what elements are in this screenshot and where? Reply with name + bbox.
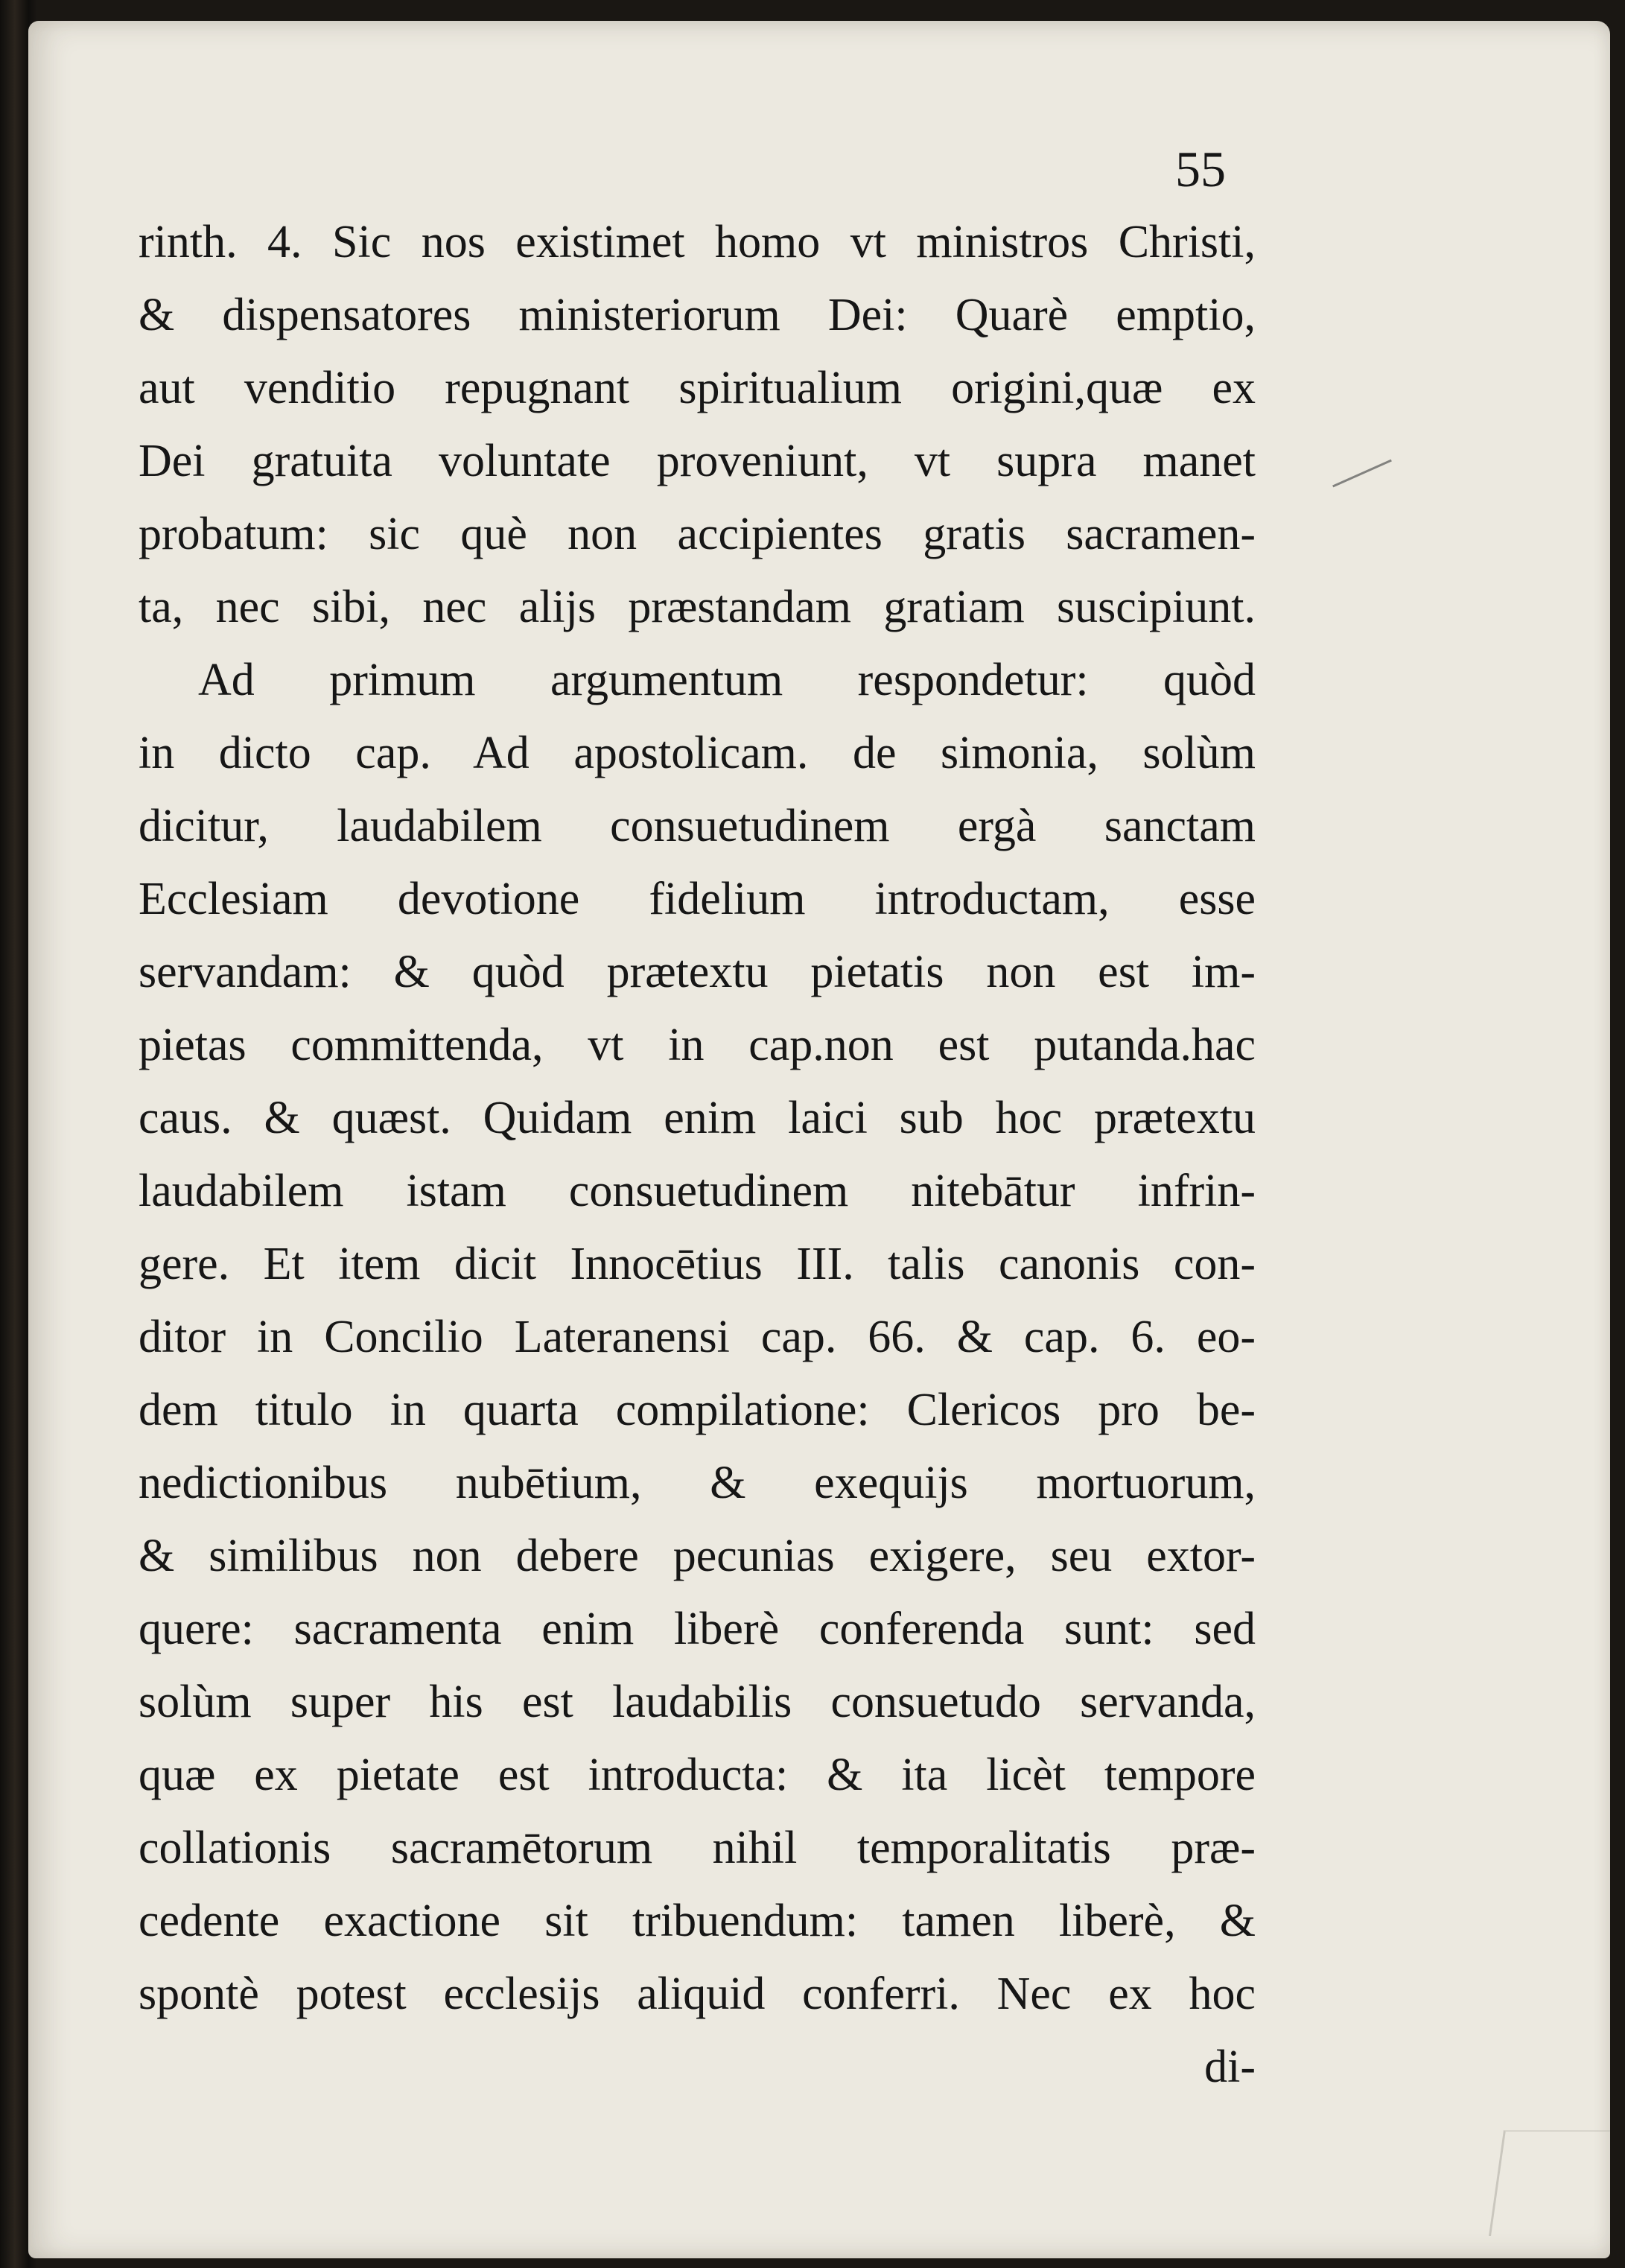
- text-line: caus. & quæst. Quidam enim laici sub hoc prætextu: [139, 1093, 1256, 1143]
- text-line: spontè potest ecclesijs aliquid conferri. Nec ex hoc: [139, 1969, 1256, 2019]
- catchword-line: [139, 2030, 1256, 2103]
- text-line: pietas committenda, vt in cap.non est putanda.hac: [139, 1020, 1256, 1070]
- ink-stroke-mark: [1332, 460, 1392, 488]
- text-line: servandam: & quòd prætextu pietatis non est im-: [139, 947, 1256, 997]
- text-line: laudabilem istam consuetudinem nitebātur infrin-: [139, 1166, 1256, 1216]
- text-line: dem titulo in quarta compilatione: Clericos pro be-: [139, 1385, 1256, 1435]
- text-line: nedictionibus nubētium, & exequijs mortuorum,: [139, 1458, 1256, 1508]
- text-line: gere. Et item dicit Innocētius III. talis canonis con-: [139, 1239, 1256, 1289]
- text-line: & similibus non debere pecunias exigere, seu extor-: [139, 1531, 1256, 1581]
- text-line: solùm super his est laudabilis consuetudo servanda,: [139, 1677, 1256, 1727]
- text-line: rinth. 4. Sic nos existimet homo vt ministros Christi,: [139, 217, 1256, 267]
- catchword: di-: [1204, 2042, 1256, 2092]
- folded-corner: [1489, 2130, 1610, 2236]
- text-line: dicitur, laudabilem consuetudinem ergà sanctam: [139, 801, 1256, 851]
- paper-leaf: [28, 21, 1610, 2258]
- text-line: & dispensatores ministeriorum Dei: Quarè emptio,: [139, 290, 1256, 340]
- text-line: quæ ex pietate est introducta: & ita licèt tempore: [139, 1750, 1256, 1800]
- text-line: in dicto cap. Ad apostolicam. de simonia, solùm: [139, 728, 1256, 778]
- body-text: [139, 206, 1256, 2103]
- text-line: ditor in Concilio Lateranensi cap. 66. & cap. 6. eo-: [139, 1312, 1256, 1362]
- text-line: quere: sacramenta enim liberè conferenda sunt: sed: [139, 1604, 1256, 1654]
- text-line: collationis sacramētorum nihil temporalitatis præ-: [139, 1823, 1256, 1873]
- text-line: ta, nec sibi, nec alijs præstandam gratiam suscipiunt.: [139, 582, 1256, 632]
- text-line: Dei gratuita voluntate proveniunt, vt supra manet: [139, 436, 1256, 486]
- page-number: 55: [1175, 141, 1226, 197]
- text-line: Ecclesiam devotione fidelium introductam, esse: [139, 874, 1256, 924]
- text-line: probatum: sic què non accipientes gratis sacramen-: [139, 509, 1256, 559]
- text-line: cedente exactione sit tribuendum: tamen liberè, &: [139, 1896, 1256, 1946]
- paragraph-start-line: Ad primum argumentum respondetur: quòd: [198, 655, 1256, 705]
- text-line: aut venditio repugnant spiritualium origini,quæ ex: [139, 363, 1256, 413]
